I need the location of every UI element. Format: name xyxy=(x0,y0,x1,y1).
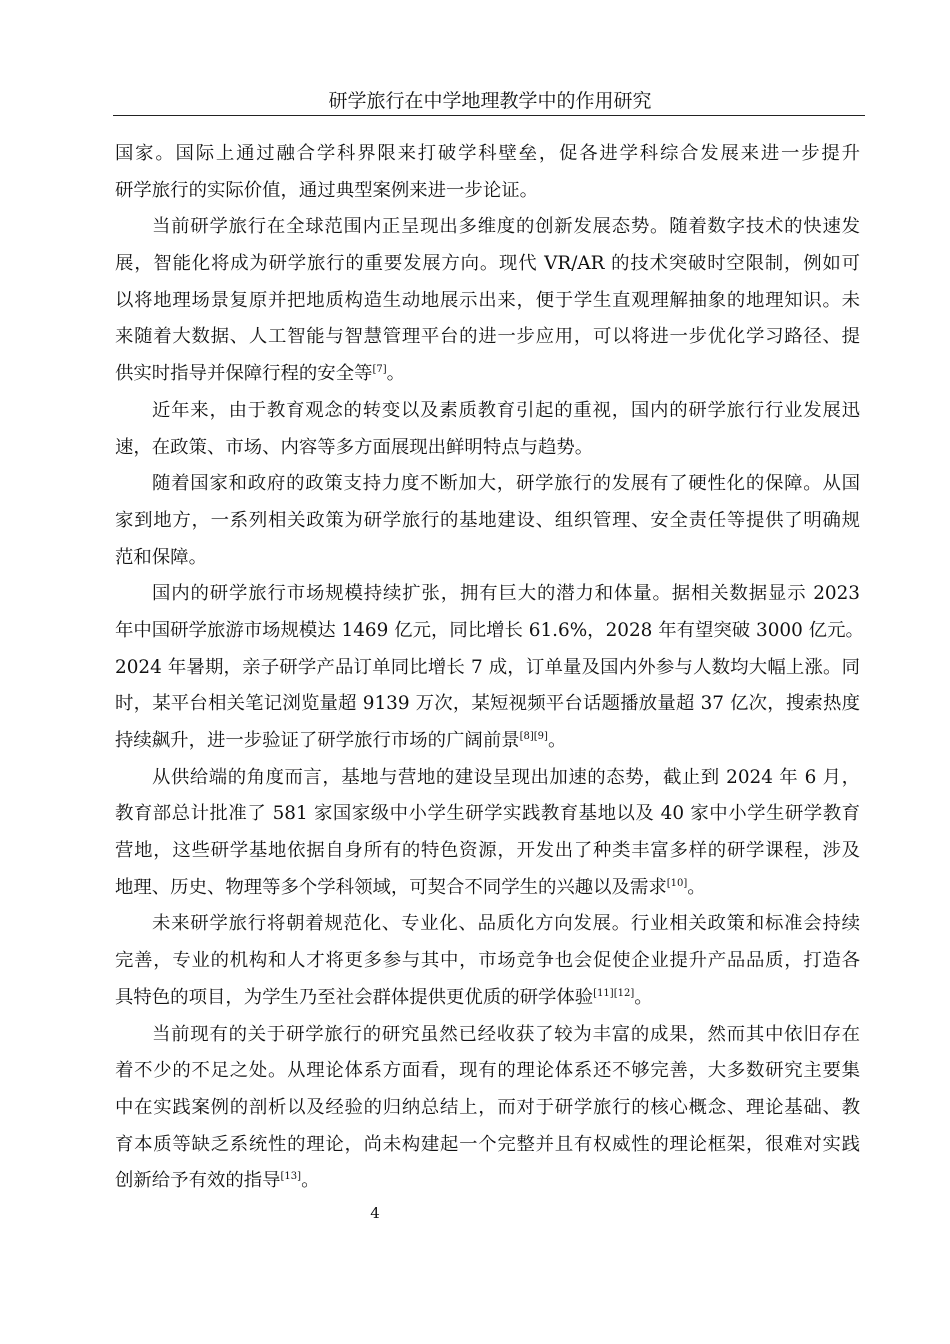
text: 范和保障。 xyxy=(115,546,207,568)
running-header: 研学旅行在中学地理教学中的作用研究 xyxy=(328,90,652,112)
header-rule xyxy=(113,115,865,116)
text: 。 xyxy=(386,363,406,385)
text-line-last xyxy=(115,173,860,210)
citation: [7] xyxy=(372,364,387,376)
text-line: 近年来，由于教育观念的转变以及素质教育引起的重视，国内的研学旅行行业发展迅 xyxy=(152,399,860,421)
text-line-last xyxy=(115,430,860,467)
document-body xyxy=(115,136,864,1200)
citation: [8][9] xyxy=(519,731,548,742)
text-line: 2024 年暑期，亲子研学产品订单同比增长 7 成，订单量及国内外参与人数均大幅上涨。同 xyxy=(115,656,860,678)
text-line-last xyxy=(115,540,860,577)
paragraph xyxy=(115,209,860,392)
text-line: 国家。国际上通过融合学科界限来打破学科壁垒，促各进学科综合发展来进一步提升 xyxy=(115,143,860,164)
paragraph xyxy=(115,393,860,466)
paragraph xyxy=(115,466,860,576)
text-line: 时，某平台相关笔记浏览量超 9139 万次，某短视频平台话题播放量超 37 亿次，搜索热度 xyxy=(115,693,860,715)
text-line-last xyxy=(115,356,860,393)
text-line: 着不少的不足之处。从理论体系方面看，现有的理论体系还不够完善，大多数研究主要集 xyxy=(115,1060,860,1082)
paragraph xyxy=(115,136,860,209)
text-line: 当前研学旅行在全球范围内正呈现出多维度的创新发展态势。随着数字技术的快速发 xyxy=(152,216,860,238)
text: 地理、历史、物理等多个学科领域，可契合不同学生的兴趣以及需求 xyxy=(115,876,667,898)
paragraph xyxy=(115,760,860,907)
text-line: 随着国家和政府的政策支持力度不断加大，研学旅行的发展有了硬性化的保障。从国 xyxy=(152,473,860,495)
text-line: 以将地理场景复原并把地质构造生动地展示出来，便于学生直观理解抽象的地理知识。未 xyxy=(115,289,860,311)
text: 。 xyxy=(634,986,653,1008)
text-line: 当前现有的关于研学旅行的研究虽然已经收获了较为丰富的成果，然而其中依旧存在 xyxy=(152,1023,860,1045)
text-line: 完善，专业的机构和人才将更多参与其中，市场竞争也会促使企业提升产品品质，打造各 xyxy=(115,950,860,972)
text: 研学旅行的实际价值，通过典型案例来进一步论证。 xyxy=(115,179,538,201)
citation: [10] xyxy=(666,877,688,889)
text-line: 展，智能化将成为研学旅行的重要发展方向。现代 VR/AR 的技术突破时空限制，例如可 xyxy=(115,253,860,275)
text-line: 中在实践案例的剖析以及经验的归纳总结上，而对于研学旅行的核心概念、理论基础、教 xyxy=(115,1096,860,1118)
paragraph xyxy=(115,1017,860,1200)
text-line: 育本质等缺乏系统性的理论，尚未构建起一个完整并且有权威性的理论框架，很难对实践 xyxy=(115,1133,860,1155)
text-line: 教育部总计批准了 581 家国家级中小学生研学实践教育基地以及 40 家中小学生研学教育 xyxy=(115,803,860,825)
text-line-last xyxy=(115,980,860,1017)
text-line: 年中国研学旅游市场规模达 1469 亿元，同比增长 61.6%，2028 年有望突破 3000 亿元。 xyxy=(115,619,864,641)
paragraph xyxy=(115,906,860,1016)
text: 。 xyxy=(547,730,567,751)
text-line: 营地，这些研学基地依据自身所有的特色资源，开发出了种类丰富多样的研学课程，涉及 xyxy=(115,840,860,862)
text-line: 来随着大数据、人工智能与智慧管理平台的进一步应用，可以将进一步优化学习路径、提 xyxy=(115,326,860,348)
page-number: 4 xyxy=(370,1204,380,1222)
text-line: 家到地方，一系列相关政策为研学旅行的基地建设、组织管理、安全责任等提供了明确规 xyxy=(115,509,860,531)
text: 创新给予有效的指导 xyxy=(115,1170,281,1192)
text-line-last xyxy=(115,870,860,907)
text-line-last xyxy=(115,1163,860,1200)
text-line: 国内的研学旅行市场规模持续扩张，拥有巨大的潜力和体量。据相关数据显示 2023 xyxy=(152,583,860,605)
paragraph xyxy=(115,576,864,759)
text: 速，在政策、市场、内容等多方面展现出鲜明特点与趋势。 xyxy=(115,436,594,458)
citation: [11][12] xyxy=(593,987,635,999)
citation: [13] xyxy=(280,1171,302,1183)
text: 。 xyxy=(687,876,706,898)
text-line: 未来研学旅行将朝着规范化、专业化、品质化方向发展。行业相关政策和标准会持续 xyxy=(152,913,860,935)
text-line-last xyxy=(115,723,860,760)
text: 。 xyxy=(301,1170,320,1192)
text: 持续飙升，进一步验证了研学旅行市场的广阔前景 xyxy=(115,730,520,751)
text-line: 从供给端的角度而言，基地与营地的建设呈现出加速的态势，截止到 2024 年 6 月， xyxy=(152,766,860,788)
text: 供实时指导并保障行程的安全等 xyxy=(115,363,373,385)
text: 具特色的项目，为学生乃至社会群体提供更优质的研学体验 xyxy=(115,986,594,1008)
